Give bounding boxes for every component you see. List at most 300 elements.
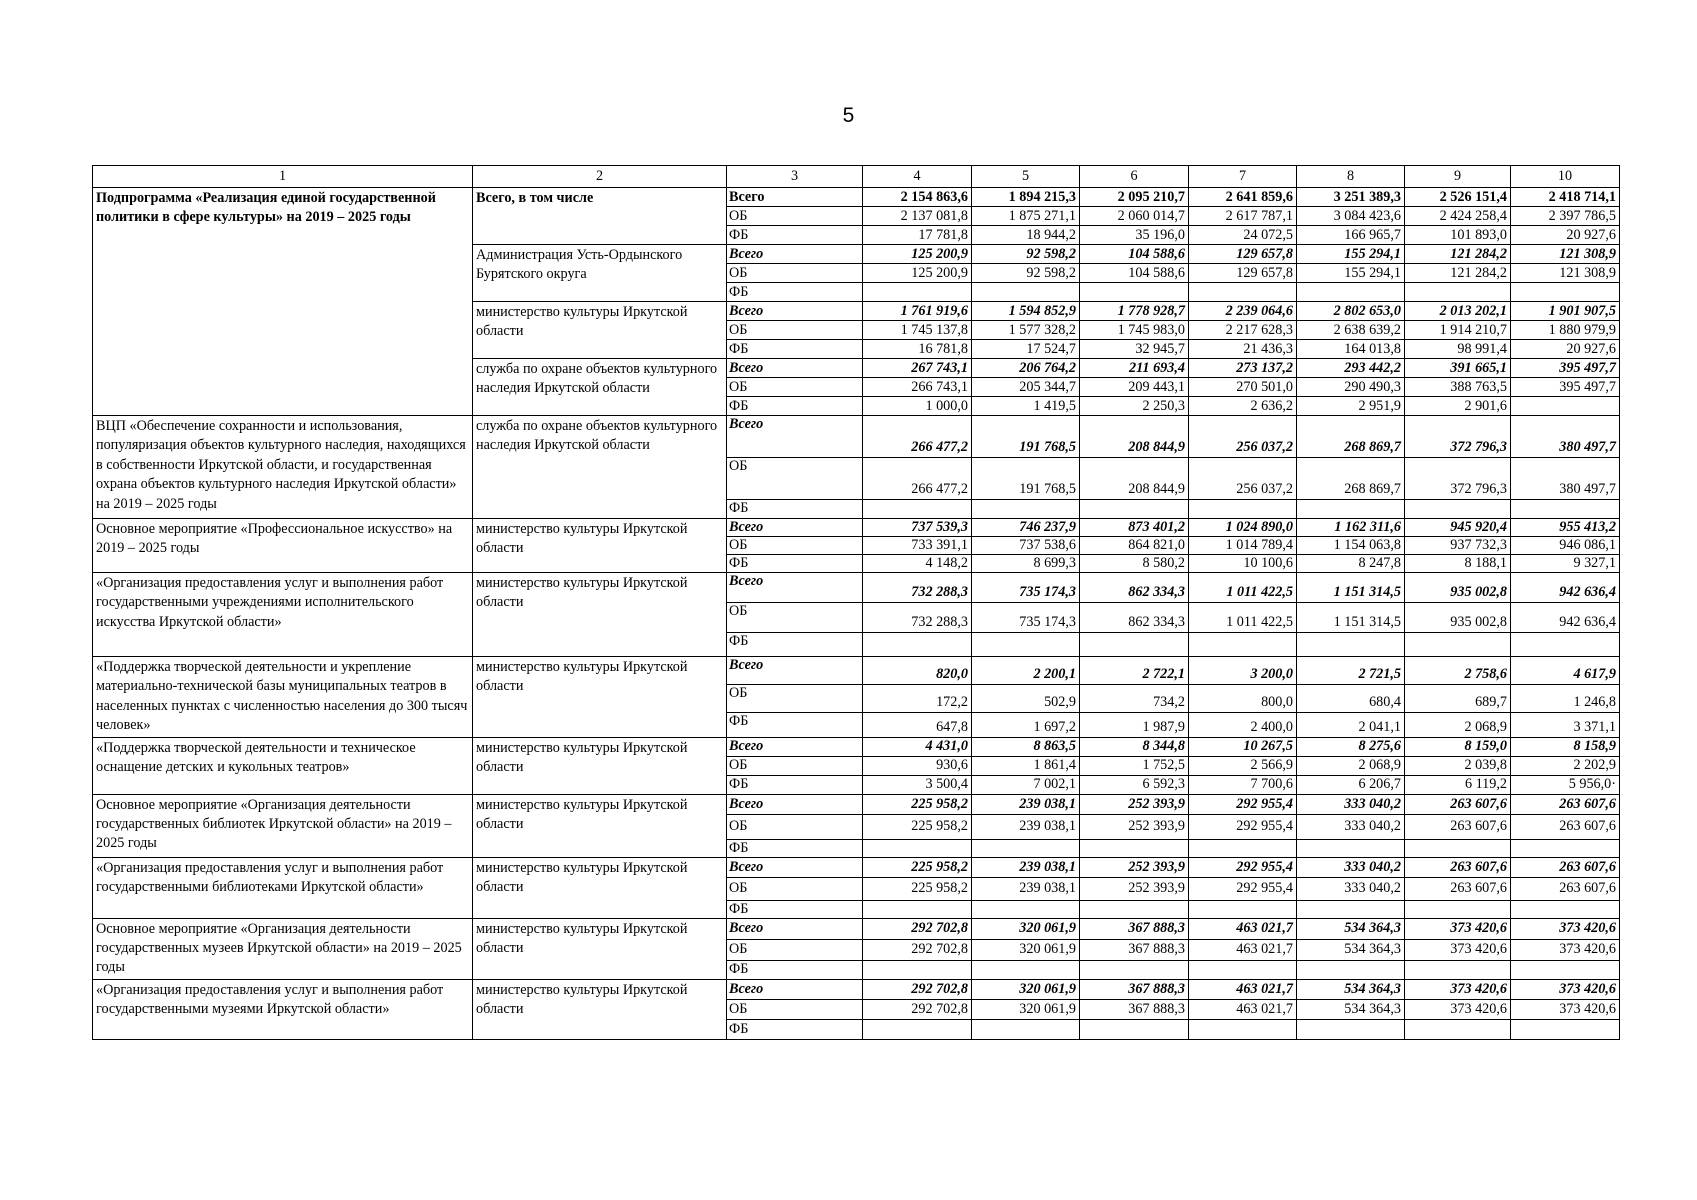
table-body — [93, 166, 1620, 1040]
executor-cell: служба по охране объектов культурного наследия Иркутской области — [473, 416, 727, 519]
value-cell — [1405, 1019, 1511, 1039]
value-cell: 2 250,3 — [1080, 397, 1189, 416]
value-cell: 2 041,1 — [1297, 713, 1405, 737]
value-cell: 166 965,7 — [1297, 226, 1405, 245]
funding-source-cell: ФБ — [727, 555, 863, 573]
value-cell: 2 039,8 — [1405, 756, 1511, 775]
funding-source-cell: Всего — [727, 918, 863, 939]
value-cell: 367 888,3 — [1080, 918, 1189, 939]
value-cell: 172,2 — [863, 685, 972, 713]
value-cell: 5 956,0· — [1511, 775, 1620, 794]
value-cell: 942 636,4 — [1511, 573, 1620, 603]
value-cell: 98 991,4 — [1405, 340, 1511, 359]
value-cell — [1405, 839, 1511, 857]
value-cell: 2 013 202,1 — [1405, 302, 1511, 321]
value-cell: 862 334,3 — [1080, 573, 1189, 603]
value-cell: 208 844,9 — [1080, 458, 1189, 500]
value-cell: 21 436,3 — [1189, 340, 1297, 359]
value-cell: 1 151 314,5 — [1297, 603, 1405, 633]
value-cell: 292 955,4 — [1189, 794, 1297, 814]
value-cell — [863, 283, 972, 302]
value-cell: 946 086,1 — [1511, 537, 1620, 555]
value-cell: 333 040,2 — [1297, 814, 1405, 839]
value-cell: 208 844,9 — [1080, 416, 1189, 458]
value-cell — [1511, 397, 1620, 416]
value-cell: 206 764,2 — [972, 359, 1080, 378]
value-cell — [1080, 900, 1189, 918]
value-cell: 1 419,5 — [972, 397, 1080, 416]
value-cell: 268 869,7 — [1297, 458, 1405, 500]
value-cell: 373 420,6 — [1511, 979, 1620, 999]
value-cell: 373 420,6 — [1511, 999, 1620, 1019]
value-cell — [1189, 500, 1297, 519]
value-cell: 2 636,2 — [1189, 397, 1297, 416]
value-cell: 270 501,0 — [1189, 378, 1297, 397]
funding-source-cell: Всего — [727, 857, 863, 877]
value-cell: 367 888,3 — [1080, 979, 1189, 999]
funding-source-cell: ФБ — [727, 283, 863, 302]
funding-source-cell: ФБ — [727, 500, 863, 519]
value-cell: 2 721,5 — [1297, 657, 1405, 685]
value-cell: 2 217 628,3 — [1189, 321, 1297, 340]
value-cell — [1511, 283, 1620, 302]
value-cell: 24 072,5 — [1189, 226, 1297, 245]
funding-source-cell: Всего — [727, 188, 863, 207]
funding-source-cell: ФБ — [727, 226, 863, 245]
funding-source-cell: ОБ — [727, 537, 863, 555]
value-cell: 1 745 983,0 — [1080, 321, 1189, 340]
value-cell: 267 743,1 — [863, 359, 972, 378]
value-cell: 1 000,0 — [863, 397, 972, 416]
value-cell — [972, 900, 1080, 918]
executor-cell: служба по охране объектов культурного наследия Иркутской области — [473, 359, 727, 416]
value-cell — [1297, 900, 1405, 918]
value-cell: 6 119,2 — [1405, 775, 1511, 794]
executor-cell: министерство культуры Иркутской области — [473, 737, 727, 794]
value-cell — [972, 633, 1080, 657]
header-cell: 4 — [863, 166, 972, 188]
value-cell: 129 657,8 — [1189, 245, 1297, 264]
value-cell — [972, 960, 1080, 979]
value-cell: 647,8 — [863, 713, 972, 737]
value-cell: 17 781,8 — [863, 226, 972, 245]
value-cell: 2 638 639,2 — [1297, 321, 1405, 340]
value-cell: 1 745 137,8 — [863, 321, 972, 340]
value-cell: 266 477,2 — [863, 416, 972, 458]
value-cell: 373 420,6 — [1511, 918, 1620, 939]
value-cell — [1189, 1019, 1297, 1039]
funding-source-cell: ОБ — [727, 685, 863, 713]
value-cell: 256 037,2 — [1189, 416, 1297, 458]
funding-source-cell: Всего — [727, 657, 863, 685]
value-cell: 1 011 422,5 — [1189, 573, 1297, 603]
value-cell — [1189, 960, 1297, 979]
value-cell: 20 927,6 — [1511, 340, 1620, 359]
value-cell — [1511, 1019, 1620, 1039]
value-cell: 8 188,1 — [1405, 555, 1511, 573]
value-cell: 2 202,9 — [1511, 756, 1620, 775]
value-cell: 333 040,2 — [1297, 794, 1405, 814]
value-cell: 252 393,9 — [1080, 814, 1189, 839]
value-cell: 266 743,1 — [863, 378, 972, 397]
value-cell: 1 778 928,7 — [1080, 302, 1189, 321]
value-cell: 263 607,6 — [1511, 877, 1620, 900]
program-name-cell: «Организация предоставления услуг и выполнения работ государственными музеями Иркутской области» — [93, 979, 473, 1039]
value-cell — [863, 900, 972, 918]
value-cell: 937 732,3 — [1405, 537, 1511, 555]
value-cell: 1 162 311,6 — [1297, 519, 1405, 537]
funding-source-cell: ФБ — [727, 775, 863, 794]
funding-source-cell: Всего — [727, 359, 863, 378]
executor-cell: министерство культуры Иркутской области — [473, 519, 727, 573]
value-cell: 502,9 — [972, 685, 1080, 713]
executor-cell: министерство культуры Иркутской области — [473, 573, 727, 657]
value-cell: 292 702,8 — [863, 979, 972, 999]
value-cell: 1 024 890,0 — [1189, 519, 1297, 537]
value-cell: 737 539,3 — [863, 519, 972, 537]
value-cell: 121 308,9 — [1511, 245, 1620, 264]
value-cell — [1080, 633, 1189, 657]
funding-source-cell: Всего — [727, 573, 863, 603]
program-name-cell: Основное мероприятие «Организация деятельности государственных библиотек Иркутской области» на 2019 – 2025 годы — [93, 794, 473, 857]
table-row — [93, 794, 1620, 814]
value-cell: 320 061,9 — [972, 979, 1080, 999]
value-cell: 205 344,7 — [972, 378, 1080, 397]
funding-source-cell: ФБ — [727, 713, 863, 737]
value-cell: 209 443,1 — [1080, 378, 1189, 397]
header-cell: 6 — [1080, 166, 1189, 188]
value-cell — [1080, 500, 1189, 519]
value-cell: 680,4 — [1297, 685, 1405, 713]
value-cell — [1511, 500, 1620, 519]
value-cell — [1080, 283, 1189, 302]
value-cell: 8 275,6 — [1297, 737, 1405, 756]
value-cell: 2 526 151,4 — [1405, 188, 1511, 207]
funding-source-cell: ОБ — [727, 939, 863, 960]
header-cell: 8 — [1297, 166, 1405, 188]
funding-source-cell: Всего — [727, 302, 863, 321]
value-cell: 2 758,6 — [1405, 657, 1511, 685]
value-cell: 8 863,5 — [972, 737, 1080, 756]
value-cell: 104 588,6 — [1080, 245, 1189, 264]
value-cell: 1 901 907,5 — [1511, 302, 1620, 321]
executor-cell: министерство культуры Иркутской области — [473, 979, 727, 1039]
value-cell: 256 037,2 — [1189, 458, 1297, 500]
funding-source-cell: ОБ — [727, 458, 863, 500]
funding-source-cell: ФБ — [727, 900, 863, 918]
value-cell: 239 038,1 — [972, 877, 1080, 900]
value-cell — [1080, 839, 1189, 857]
table-row — [93, 979, 1620, 999]
value-cell: 388 763,5 — [1405, 378, 1511, 397]
value-cell: 534 364,3 — [1297, 918, 1405, 939]
funding-source-cell: ОБ — [727, 814, 863, 839]
funding-source-cell: ФБ — [727, 340, 863, 359]
funding-source-cell: Всего — [727, 979, 863, 999]
value-cell: 333 040,2 — [1297, 857, 1405, 877]
value-cell — [863, 960, 972, 979]
value-cell — [1405, 283, 1511, 302]
value-cell — [1189, 900, 1297, 918]
value-cell: 8 159,0 — [1405, 737, 1511, 756]
program-name-cell: «Организация предоставления услуг и выполнения работ государственными библиотеками Иркутской области» — [93, 857, 473, 918]
value-cell: 191 768,5 — [972, 458, 1080, 500]
funding-source-cell: ОБ — [727, 207, 863, 226]
value-cell: 125 200,9 — [863, 245, 972, 264]
value-cell: 1 594 852,9 — [972, 302, 1080, 321]
value-cell: 252 393,9 — [1080, 857, 1189, 877]
value-cell: 2 060 014,7 — [1080, 207, 1189, 226]
value-cell: 3 500,4 — [863, 775, 972, 794]
value-cell: 4 431,0 — [863, 737, 972, 756]
value-cell: 1 894 215,3 — [972, 188, 1080, 207]
funding-source-cell: Всего — [727, 794, 863, 814]
value-cell: 17 524,7 — [972, 340, 1080, 359]
header-cell: 10 — [1511, 166, 1620, 188]
value-cell: 320 061,9 — [972, 999, 1080, 1019]
value-cell: 820,0 — [863, 657, 972, 685]
value-cell: 263 607,6 — [1405, 877, 1511, 900]
value-cell: 1 914 210,7 — [1405, 321, 1511, 340]
value-cell: 380 497,7 — [1511, 416, 1620, 458]
value-cell: 129 657,8 — [1189, 264, 1297, 283]
header-cell: 2 — [473, 166, 727, 188]
executor-cell: министерство культуры Иркутской области — [473, 918, 727, 979]
value-cell: 320 061,9 — [972, 939, 1080, 960]
header-cell: 5 — [972, 166, 1080, 188]
value-cell: 373 420,6 — [1405, 999, 1511, 1019]
value-cell: 380 497,7 — [1511, 458, 1620, 500]
value-cell: 92 598,2 — [972, 264, 1080, 283]
value-cell: 8 247,8 — [1297, 555, 1405, 573]
funding-source-cell: ФБ — [727, 633, 863, 657]
value-cell: 373 420,6 — [1405, 918, 1511, 939]
value-cell: 7 002,1 — [972, 775, 1080, 794]
value-cell: 239 038,1 — [972, 857, 1080, 877]
program-name-cell: «Поддержка творческой деятельности и укрепление материально-технической базы муниципальных театров в населенных пунктах с численностью населения до 300 тысяч человек» — [93, 657, 473, 738]
program-name-cell: «Организация предоставления услуг и выполнения работ государственными учреждениями исполнительского искусства Иркутской области» — [93, 573, 473, 657]
value-cell: 463 021,7 — [1189, 979, 1297, 999]
header-row — [93, 166, 1620, 188]
value-cell: 211 693,4 — [1080, 359, 1189, 378]
value-cell: 862 334,3 — [1080, 603, 1189, 633]
value-cell: 3 200,0 — [1189, 657, 1297, 685]
value-cell — [1080, 960, 1189, 979]
value-cell: 10 267,5 — [1189, 737, 1297, 756]
value-cell: 1 987,9 — [1080, 713, 1189, 737]
value-cell: 873 401,2 — [1080, 519, 1189, 537]
value-cell: 1 761 919,6 — [863, 302, 972, 321]
value-cell: 463 021,7 — [1189, 918, 1297, 939]
value-cell: 263 607,6 — [1405, 794, 1511, 814]
program-name-cell: ВЦП «Обеспечение сохранности и использования, популяризация объектов культурного наследия, находящихся в собственности Иркутской области, и государственная охрана объектов культурного наследия Иркутской области» на 2019 – 2025 годы — [93, 416, 473, 519]
value-cell: 737 538,6 — [972, 537, 1080, 555]
value-cell — [1511, 900, 1620, 918]
value-cell: 7 700,6 — [1189, 775, 1297, 794]
value-cell — [1189, 283, 1297, 302]
value-cell — [1297, 500, 1405, 519]
value-cell — [863, 839, 972, 857]
funding-source-cell: ФБ — [727, 839, 863, 857]
value-cell: 263 607,6 — [1405, 814, 1511, 839]
value-cell: 373 420,6 — [1405, 939, 1511, 960]
value-cell — [1189, 839, 1297, 857]
value-cell: 367 888,3 — [1080, 999, 1189, 1019]
value-cell: 1 246,8 — [1511, 685, 1620, 713]
value-cell: 2 617 787,1 — [1189, 207, 1297, 226]
value-cell: 1 875 271,1 — [972, 207, 1080, 226]
value-cell: 945 920,4 — [1405, 519, 1511, 537]
value-cell: 689,7 — [1405, 685, 1511, 713]
value-cell: 372 796,3 — [1405, 416, 1511, 458]
value-cell: 2 802 653,0 — [1297, 302, 1405, 321]
value-cell: 395 497,7 — [1511, 378, 1620, 397]
header-cell: 1 — [93, 166, 473, 188]
value-cell: 252 393,9 — [1080, 794, 1189, 814]
value-cell — [972, 839, 1080, 857]
value-cell: 32 945,7 — [1080, 340, 1189, 359]
value-cell: 239 038,1 — [972, 794, 1080, 814]
value-cell: 935 002,8 — [1405, 603, 1511, 633]
value-cell: 1 577 328,2 — [972, 321, 1080, 340]
value-cell: 225 958,2 — [863, 814, 972, 839]
value-cell — [1511, 839, 1620, 857]
value-cell: 930,6 — [863, 756, 972, 775]
table-row — [93, 918, 1620, 939]
value-cell: 225 958,2 — [863, 877, 972, 900]
executor-cell: министерство культуры Иркутской области — [473, 657, 727, 738]
table-row — [93, 573, 1620, 603]
value-cell: 1 011 422,5 — [1189, 603, 1297, 633]
funding-source-cell: ОБ — [727, 999, 863, 1019]
value-cell: 3 371,1 — [1511, 713, 1620, 737]
table-row — [93, 188, 1620, 207]
value-cell — [1297, 1019, 1405, 1039]
value-cell: 225 958,2 — [863, 794, 972, 814]
header-cell: 3 — [727, 166, 863, 188]
value-cell: 263 607,6 — [1511, 794, 1620, 814]
value-cell: 2 137 081,8 — [863, 207, 972, 226]
value-cell: 268 869,7 — [1297, 416, 1405, 458]
value-cell: 2 400,0 — [1189, 713, 1297, 737]
funding-source-cell: ОБ — [727, 877, 863, 900]
value-cell: 2 068,9 — [1297, 756, 1405, 775]
value-cell: 290 490,3 — [1297, 378, 1405, 397]
value-cell — [1511, 960, 1620, 979]
funding-source-cell: ФБ — [727, 960, 863, 979]
value-cell: 373 420,6 — [1405, 979, 1511, 999]
value-cell: 104 588,6 — [1080, 264, 1189, 283]
value-cell: 8 699,3 — [972, 555, 1080, 573]
value-cell: 395 497,7 — [1511, 359, 1620, 378]
value-cell: 292 702,8 — [863, 918, 972, 939]
table-row — [93, 857, 1620, 877]
value-cell: 2 951,9 — [1297, 397, 1405, 416]
funding-source-cell: ОБ — [727, 264, 863, 283]
value-cell: 239 038,1 — [972, 814, 1080, 839]
funding-source-cell: ОБ — [727, 321, 863, 340]
value-cell: 266 477,2 — [863, 458, 972, 500]
value-cell: 1 697,2 — [972, 713, 1080, 737]
value-cell: 735 174,3 — [972, 603, 1080, 633]
value-cell: 155 294,1 — [1297, 264, 1405, 283]
value-cell: 6 206,7 — [1297, 775, 1405, 794]
funding-source-cell: Всего — [727, 519, 863, 537]
table-row — [93, 737, 1620, 756]
value-cell: 225 958,2 — [863, 857, 972, 877]
value-cell: 121 284,2 — [1405, 245, 1511, 264]
value-cell: 121 308,9 — [1511, 264, 1620, 283]
value-cell: 4 148,2 — [863, 555, 972, 573]
program-name-cell: Основное мероприятие «Организация деятельности государственных музеев Иркутской области» на 2019 – 2025 годы — [93, 918, 473, 979]
value-cell — [1297, 960, 1405, 979]
value-cell — [972, 1019, 1080, 1039]
value-cell: 191 768,5 — [972, 416, 1080, 458]
value-cell: 1 014 789,4 — [1189, 537, 1297, 555]
value-cell: 4 617,9 — [1511, 657, 1620, 685]
value-cell: 746 237,9 — [972, 519, 1080, 537]
value-cell — [863, 1019, 972, 1039]
value-cell: 955 413,2 — [1511, 519, 1620, 537]
executor-cell: министерство культуры Иркутской области — [473, 857, 727, 918]
value-cell: 373 420,6 — [1511, 939, 1620, 960]
value-cell: 263 607,6 — [1405, 857, 1511, 877]
value-cell — [1080, 1019, 1189, 1039]
table-row — [93, 657, 1620, 685]
value-cell: 2 397 786,5 — [1511, 207, 1620, 226]
value-cell: 735 174,3 — [972, 573, 1080, 603]
value-cell: 125 200,9 — [863, 264, 972, 283]
value-cell: 2 418 714,1 — [1511, 188, 1620, 207]
value-cell — [1297, 633, 1405, 657]
value-cell: 800,0 — [1189, 685, 1297, 713]
value-cell: 16 781,8 — [863, 340, 972, 359]
funding-source-cell: Всего — [727, 245, 863, 264]
value-cell: 101 893,0 — [1405, 226, 1511, 245]
executor-cell: министерство культуры Иркутской области — [473, 794, 727, 857]
value-cell — [1189, 633, 1297, 657]
value-cell: 9 327,1 — [1511, 555, 1620, 573]
value-cell: 2 068,9 — [1405, 713, 1511, 737]
value-cell: 10 100,6 — [1189, 555, 1297, 573]
value-cell: 8 344,8 — [1080, 737, 1189, 756]
value-cell: 2 424 258,4 — [1405, 207, 1511, 226]
table-row — [93, 416, 1620, 458]
value-cell: 292 955,4 — [1189, 814, 1297, 839]
value-cell: 1 752,5 — [1080, 756, 1189, 775]
header-cell: 7 — [1189, 166, 1297, 188]
value-cell: 292 955,4 — [1189, 877, 1297, 900]
value-cell: 8 158,9 — [1511, 737, 1620, 756]
value-cell: 92 598,2 — [972, 245, 1080, 264]
value-cell: 252 393,9 — [1080, 877, 1189, 900]
value-cell: 8 580,2 — [1080, 555, 1189, 573]
value-cell: 534 364,3 — [1297, 939, 1405, 960]
value-cell: 273 137,2 — [1189, 359, 1297, 378]
funding-source-cell: Всего — [727, 737, 863, 756]
value-cell: 2 239 064,6 — [1189, 302, 1297, 321]
program-name-cell: Основное мероприятие «Профессиональное искусство» на 2019 – 2025 годы — [93, 519, 473, 573]
value-cell — [1405, 900, 1511, 918]
value-cell — [1405, 960, 1511, 979]
value-cell: 534 364,3 — [1297, 999, 1405, 1019]
value-cell: 1 861,4 — [972, 756, 1080, 775]
funding-source-cell: Всего — [727, 416, 863, 458]
value-cell: 734,2 — [1080, 685, 1189, 713]
value-cell: 320 061,9 — [972, 918, 1080, 939]
table-row — [93, 519, 1620, 537]
funding-source-cell: ОБ — [727, 603, 863, 633]
